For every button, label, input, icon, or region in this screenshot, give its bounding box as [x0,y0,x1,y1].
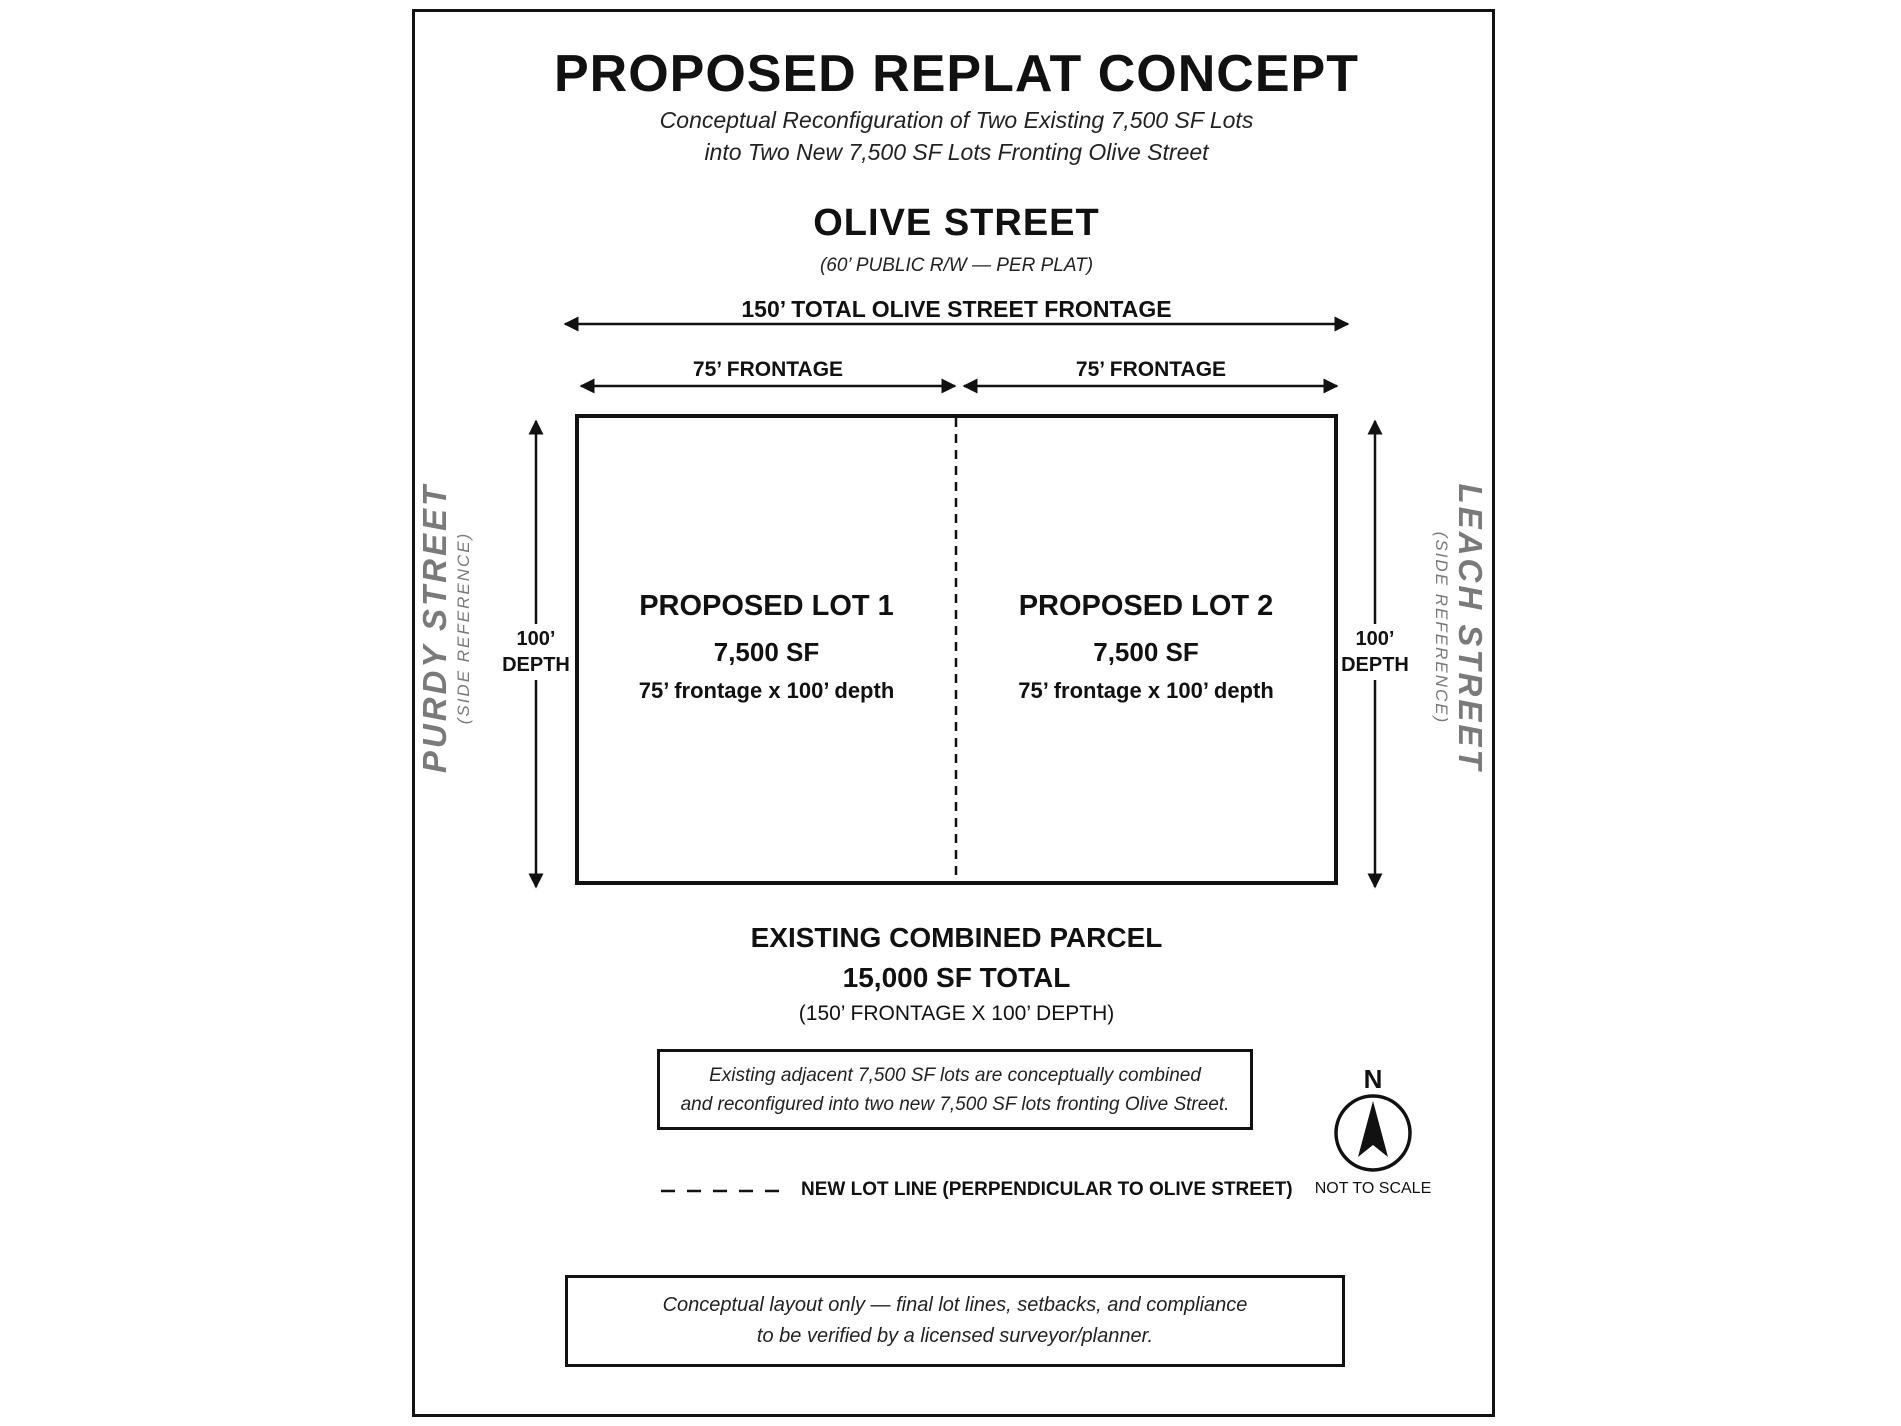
lot-2-name: PROPOSED LOT 2 [1018,590,1274,622]
disclaimer-line-2: to be verified by a licensed surveyor/planner. [756,1325,1154,1347]
combination-note-line-2: and reconfigured into two new 7,500 SF lots fronting Olive Street. [680,1093,1230,1115]
parcel-dimensions: (150’ FRONTAGE X 100’ DEPTH) [798,1002,1115,1025]
lot-1-block [577,590,956,704]
disclaimer-line-1: Conceptual layout only — final lot lines, setbacks, and compliance [662,1294,1248,1316]
lot1-frontage-label: 75’ FRONTAGE [692,358,844,381]
disclaimer-box [565,1275,1345,1367]
lot-2-block [956,590,1336,704]
olive-street-row-note: (60’ PUBLIC R/W — PER PLAT) [819,255,1094,276]
right-depth-value: 100’ [1355,628,1395,650]
total-frontage-label: 150’ TOTAL OLIVE STREET FRONTAGE [741,296,1172,322]
lot-2-dimensions: 75’ frontage x 100’ depth [1018,678,1274,703]
leach-street-ref: (SIDE REFERENCE) [1432,531,1451,725]
right-depth-word: DEPTH [1341,654,1409,676]
left-depth-word: DEPTH [502,654,570,676]
leach-street-label: LEACH STREET [1452,483,1489,773]
north-arrow-icon [1336,1096,1410,1170]
north-letter: N [1363,1064,1383,1094]
drawing-sheet [412,9,1495,1417]
subtitle-line-2: into Two New 7,500 SF Lots Fronting Olive Street [704,139,1209,165]
lot-2-area: 7,500 SF [1093,637,1199,667]
lot-1-area: 7,500 SF [713,637,820,667]
legend-new-lot-line-label: NEW LOT LINE (PERPENDICULAR TO OLIVE STREET) [801,1179,1293,1200]
parcel-total: 15,000 SF TOTAL [842,962,1071,993]
olive-street-label: OLIVE STREET [813,202,1100,244]
page-title: PROPOSED REPLAT CONCEPT [553,45,1359,103]
purdy-street-ref: (SIDE REFERENCE) [454,531,473,725]
purdy-street-label: PURDY STREET [416,482,453,774]
lot-1-name: PROPOSED LOT 1 [639,590,894,622]
subtitle-line-1: Conceptual Reconfiguration of Two Existing 7,500 SF Lots [659,107,1254,133]
right-depth-label [1335,626,1415,678]
combination-note-box [657,1049,1253,1130]
combination-note-line-1: Existing adjacent 7,500 SF lots are conceptually combined [709,1064,1201,1086]
lot2-frontage-label: 75’ FRONTAGE [1075,358,1227,381]
not-to-scale-label: NOT TO SCALE [1314,1180,1432,1197]
lot-1-dimensions: 75’ frontage x 100’ depth [638,678,895,703]
left-depth-value: 100’ [516,628,556,650]
left-depth-label [496,626,576,678]
parcel-heading: EXISTING COMBINED PARCEL [750,922,1163,953]
